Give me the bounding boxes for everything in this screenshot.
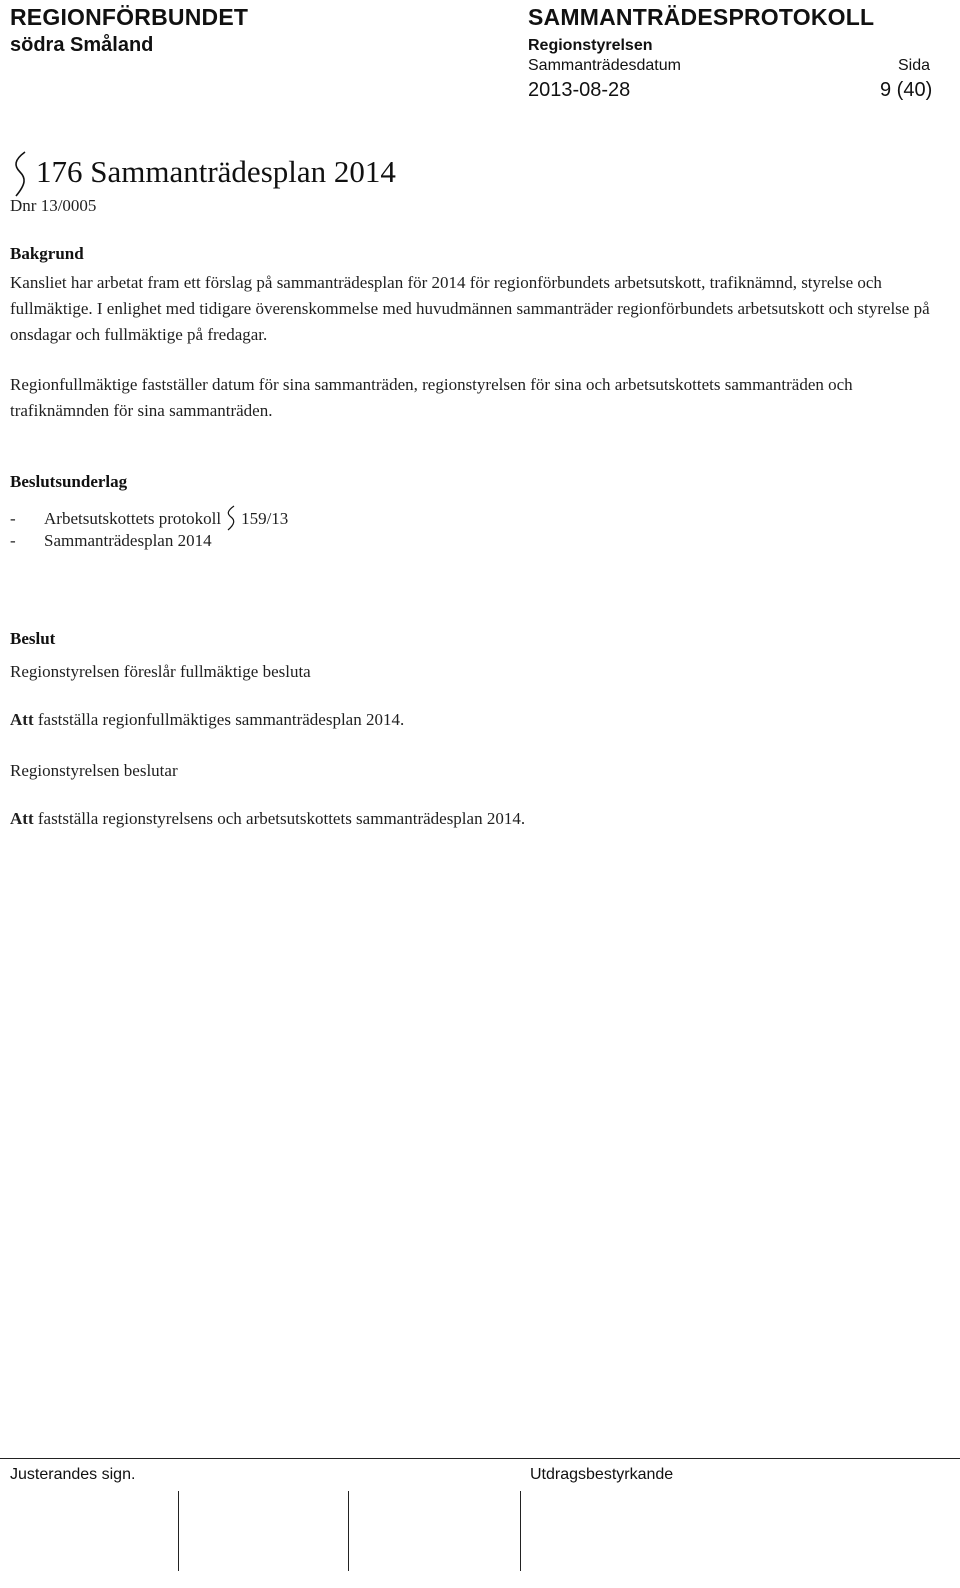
decision-item-2 xyxy=(10,809,525,829)
date-label: Sammanträdesdatum xyxy=(528,57,681,74)
footer-divider xyxy=(0,1458,960,1459)
section-sign-icon xyxy=(10,150,28,198)
bakgrund-paragraph-2: Regionfullmäktige fastställer datum för sina sammanträden, regionstyrelsen för sina och arbetsutskottets sammanträden och trafiknämnden för sina sammanträden. xyxy=(10,375,853,420)
list-item-text: Sammanträdesplan 2014 xyxy=(44,531,212,550)
heading-beslut: Beslut xyxy=(10,629,56,648)
decision-text: fastställa regionfullmäktiges sammanträdesplan 2014. xyxy=(37,710,405,729)
att-label: Att xyxy=(10,710,34,729)
meeting-date: 2013-08-28 xyxy=(528,79,631,101)
org-subname: södra Småland xyxy=(10,34,154,56)
document-type: SAMMANTRÄDESPROTOKOLL xyxy=(528,4,875,30)
list-item: - Arbetsutskottets protokoll 159/13 xyxy=(10,505,288,531)
page-number: 9 (40) xyxy=(880,79,933,101)
dnr-number: Dnr 13/0005 xyxy=(10,196,97,215)
beslut-proposal-line: Regionstyrelsen föreslår fullmäktige besluta xyxy=(10,662,311,681)
extract-certification-label: Utdragsbestyrkande xyxy=(530,1466,674,1483)
att-label: Att xyxy=(10,809,34,828)
decision-item-1 xyxy=(10,710,404,730)
beslut-decision-line: Regionstyrelsen beslutar xyxy=(10,761,178,780)
section-title: 176 Sammanträdesplan 2014 xyxy=(36,154,396,189)
decision-text: fastställa regionstyrelsens och arbetsutskottets sammanträdesplan 2014. xyxy=(37,809,526,828)
body-name: Regionstyrelsen xyxy=(528,37,653,54)
list-item-text: Arbetsutskottets protokoll xyxy=(44,509,222,528)
signature-box-divider xyxy=(520,1491,521,1571)
heading-bakgrund: Bakgrund xyxy=(10,244,84,263)
section-sign-icon xyxy=(225,505,236,531)
page-label: Sida xyxy=(898,57,931,74)
protocol-reference: 159/13 xyxy=(241,509,289,528)
org-name: REGIONFÖRBUNDET xyxy=(10,4,249,30)
signature-box-divider xyxy=(348,1491,349,1571)
heading-beslutsunderlag: Beslutsunderlag xyxy=(10,472,128,491)
list-item: - Sammanträdesplan 2014 xyxy=(10,531,212,550)
signature-label: Justerandes sign. xyxy=(10,1466,136,1483)
bakgrund-paragraph-1: Kansliet har arbetat fram ett förslag på sammanträdesplan för 2014 för regionförbundets arbetsutskott, trafiknämnd, styrelse och fullmäktige. I enlighet med tidigare överenskommelse med huvudmännen sammanträder regionförbundets arbetsutskott och styrelse på onsdagar och fullmäktige på fredagar. xyxy=(10,273,930,344)
signature-box-divider xyxy=(178,1491,179,1571)
